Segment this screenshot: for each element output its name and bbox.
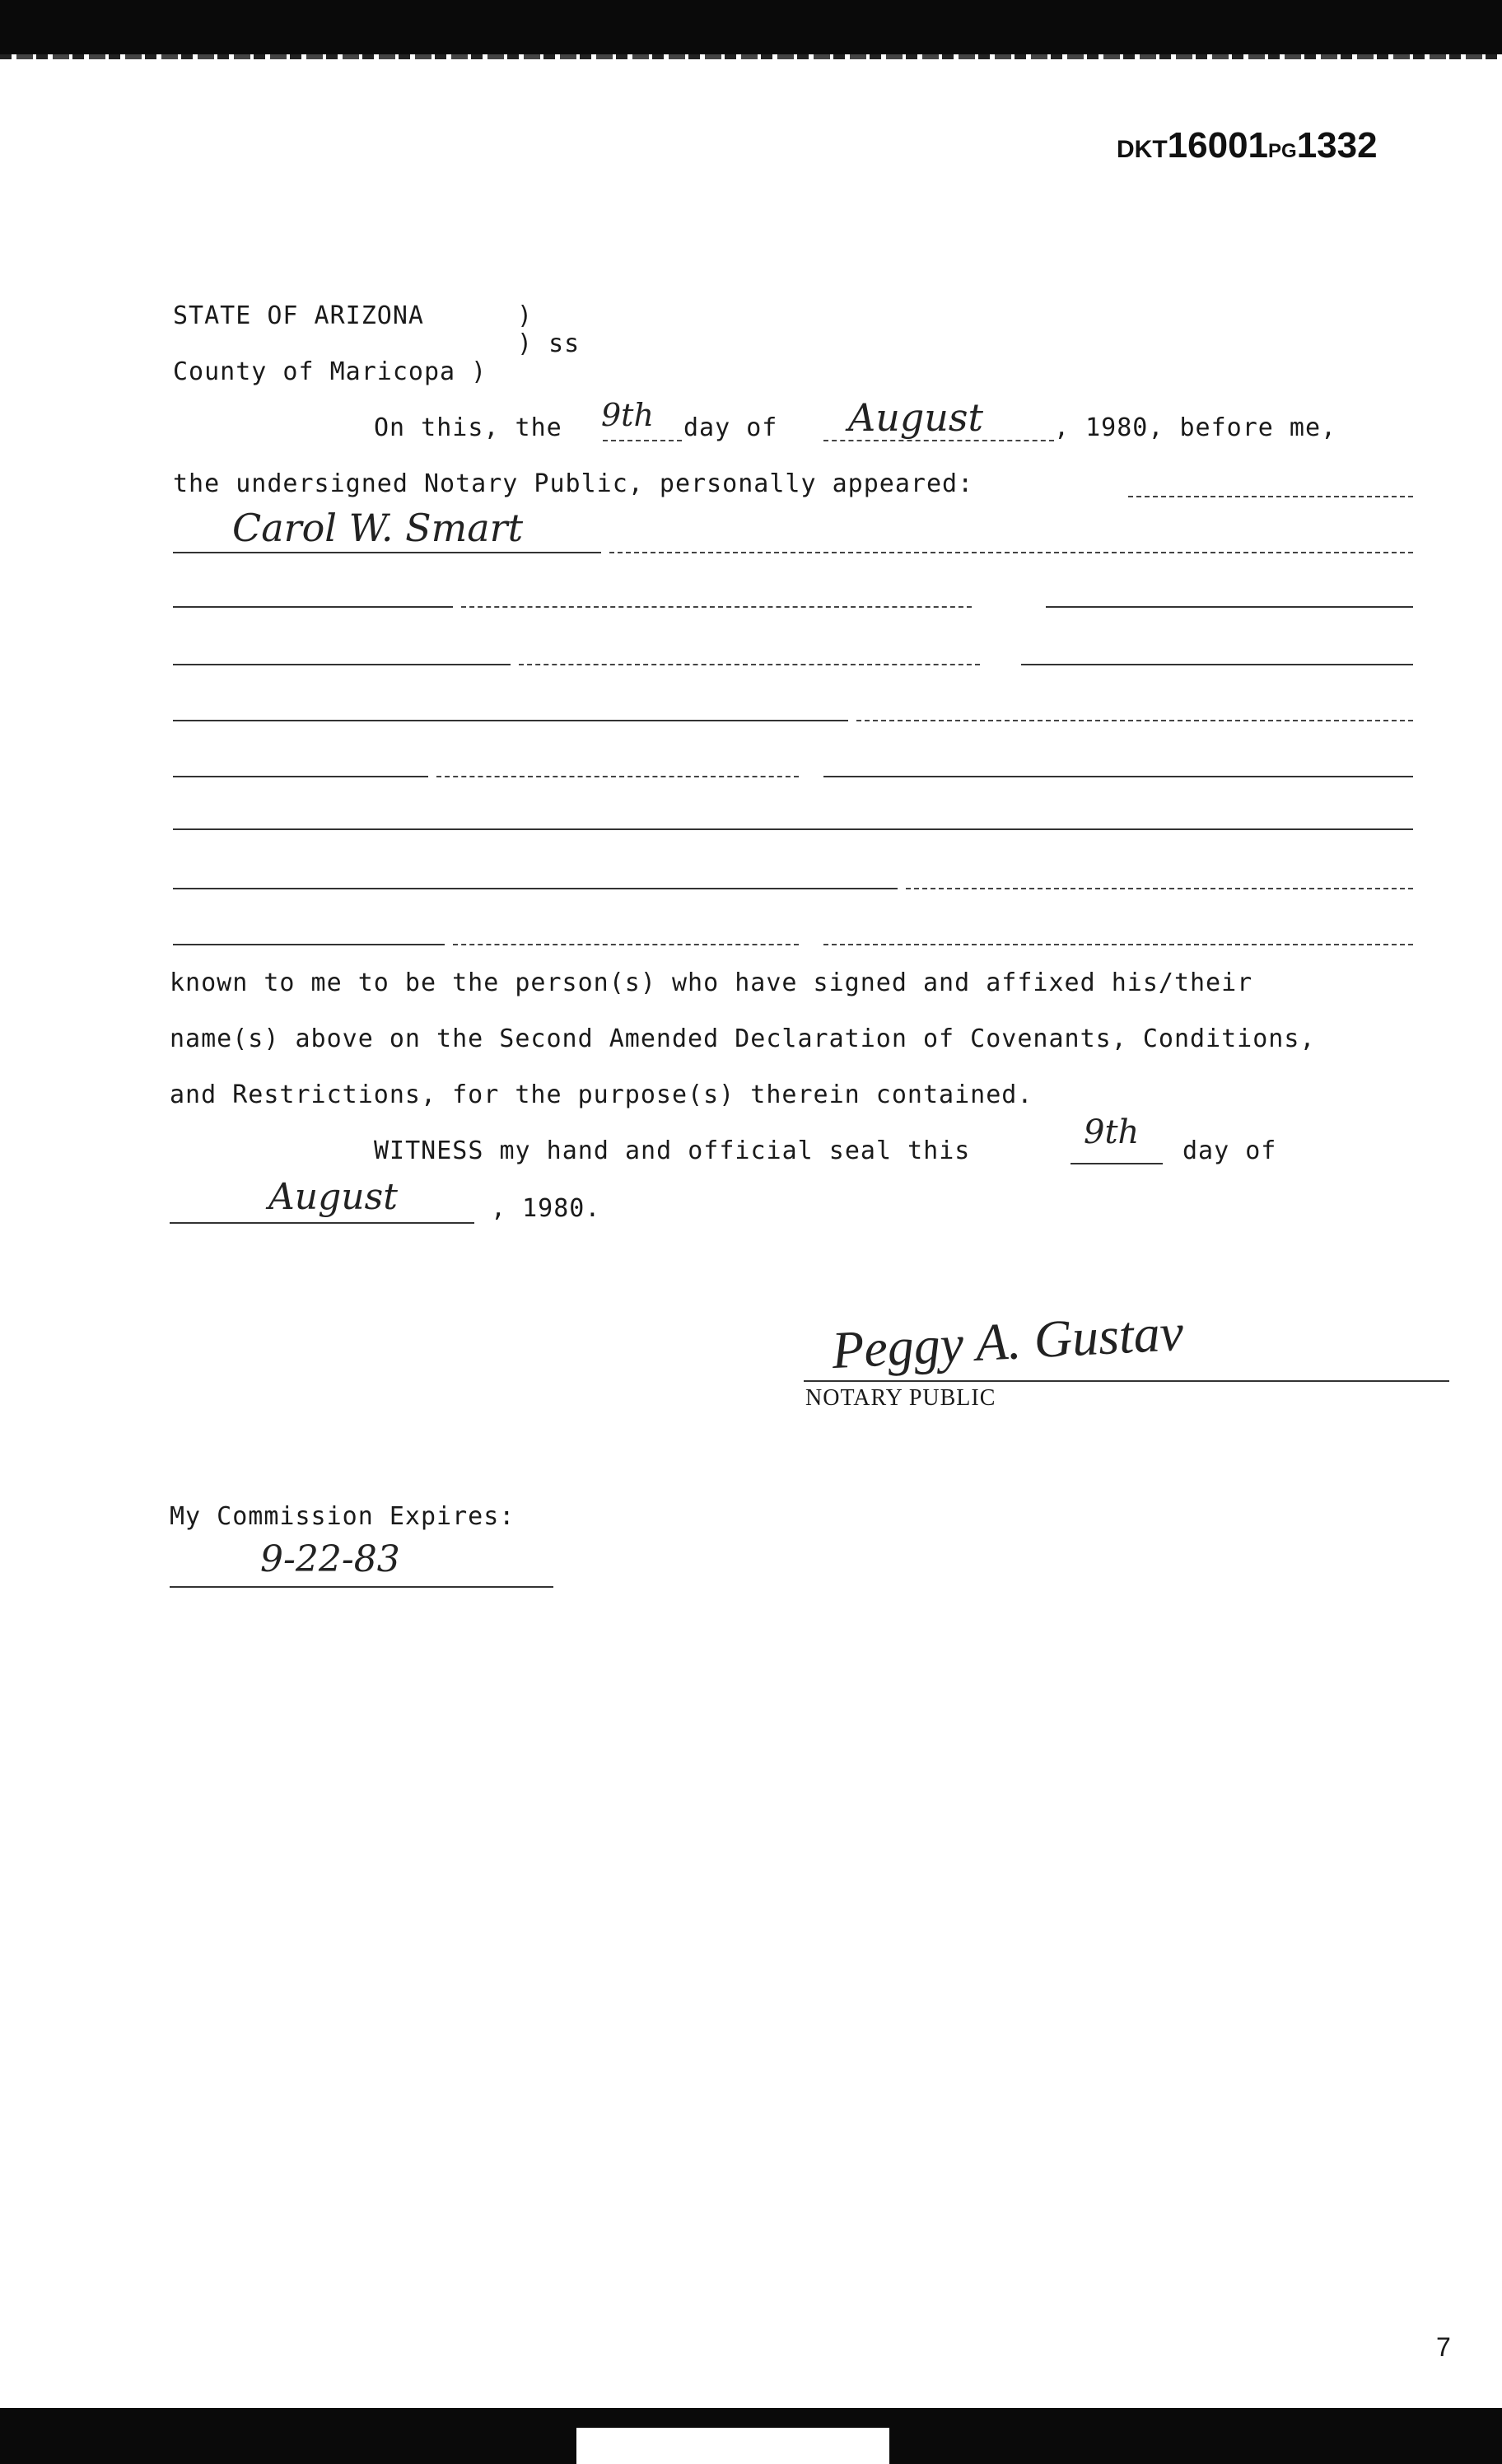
known-line-1: known to me to be the person(s) who have signed and affixed his/their (170, 968, 1253, 997)
scan-top-edge (0, 54, 1502, 59)
blank-line-5c (823, 776, 1413, 777)
blank-line-7b (906, 888, 1413, 889)
blank-line-1b (609, 552, 1413, 553)
day-blank-line (603, 440, 682, 441)
blank-line-5b (436, 776, 799, 777)
notary-label: NOTARY PUBLIC (805, 1385, 996, 1411)
scan-bottom-gap (576, 2428, 889, 2464)
appeared-blank-line (1128, 496, 1413, 497)
blank-line-8 (173, 944, 445, 945)
notary-signature-line (804, 1380, 1449, 1382)
witness-year: , 1980. (491, 1194, 601, 1223)
commission-date-handwritten: 9-22-83 (260, 1538, 400, 1580)
appeared-name-handwritten: Carol W. Smart (232, 506, 524, 550)
intro-text-a: On this, the (374, 413, 562, 442)
scan-top-border (0, 0, 1502, 56)
blank-line-4b (856, 720, 1413, 721)
witness-day-handwritten: 9th (1084, 1113, 1140, 1151)
venue-state: STATE OF ARIZONA (173, 301, 424, 330)
blank-line-8c (823, 944, 1413, 945)
docket-stamp (1117, 125, 1378, 166)
month-handwritten: August (848, 395, 984, 440)
docket-page: 1332 (1296, 125, 1378, 166)
witness-month-line (170, 1222, 474, 1224)
docket-book: 16001 (1167, 125, 1269, 166)
blank-line-3c (1021, 664, 1413, 665)
witness-text-a: WITNESS my hand and official seal this (374, 1136, 971, 1165)
commission-label: My Commission Expires: (170, 1502, 515, 1531)
blank-line-4 (173, 720, 848, 721)
blank-line-7 (173, 888, 898, 889)
blank-line-2 (173, 606, 453, 608)
blank-line-3b (519, 664, 980, 665)
month-blank-line (823, 440, 1054, 441)
docket-prefix: DKT (1117, 136, 1168, 163)
known-line-3: and Restrictions, for the purpose(s) therein contained. (170, 1080, 1033, 1109)
intro-text-c: , 1980, before me, (1054, 413, 1337, 442)
blank-line-2b (461, 606, 972, 608)
venue-ss: ) ss (517, 329, 581, 358)
intro-text-b: day of (683, 413, 778, 442)
blank-line-3 (173, 664, 511, 665)
witness-day-line (1071, 1163, 1163, 1164)
page-number: 7 (1436, 2332, 1451, 2362)
blank-line-1 (173, 552, 601, 553)
blank-line-2c (1046, 606, 1413, 608)
known-line-2: name(s) above on the Second Amended Declaration of Covenants, Conditions, (170, 1024, 1316, 1053)
commission-date-line (170, 1586, 553, 1588)
venue-paren: ) (517, 301, 534, 330)
intro-line-2: the undersigned Notary Public, personally appeared: (173, 469, 974, 498)
notary-signature: Peggy A. Gustav (830, 1302, 1185, 1380)
witness-text-b: day of (1182, 1136, 1277, 1165)
day-handwritten: 9th (601, 397, 654, 433)
docket-pg-prefix: PG (1268, 140, 1297, 162)
blank-line-5 (173, 776, 428, 777)
blank-line-8b (453, 944, 799, 945)
blank-line-6 (173, 828, 1413, 830)
venue-county: County of Maricopa ) (173, 357, 487, 386)
witness-month-handwritten: August (268, 1176, 398, 1218)
